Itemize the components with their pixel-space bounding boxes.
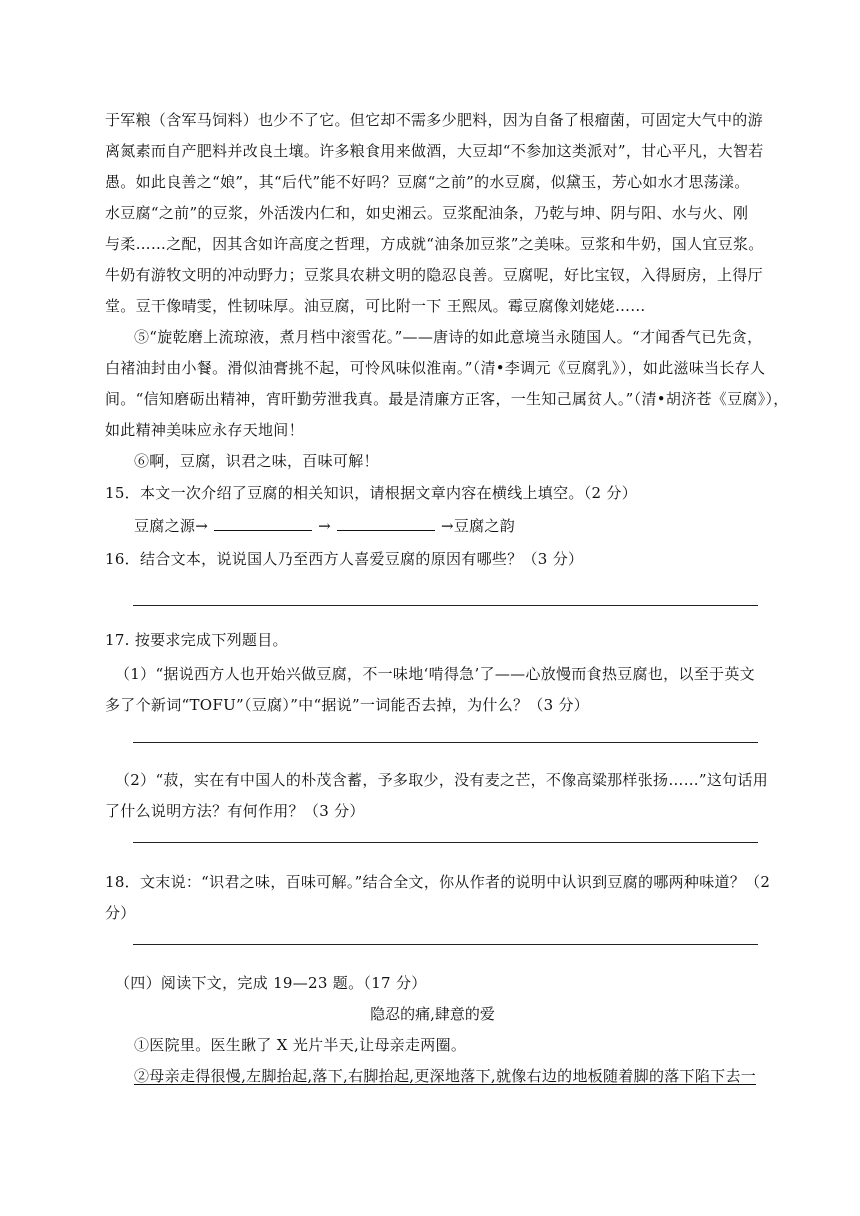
body-text-line: 牛奶有游牧文明的冲动野力；豆浆具农耕文明的隐忍良善。豆腐呢，好比宝钗，入得厨房，上得厅 [105,266,763,284]
paragraph-6: ⑥啊，豆腐，识君之味，百味可解！ [134,452,379,470]
answer-line-17-1[interactable] [133,742,758,743]
article-paragraph-2: ②母亲走得很慢,左脚抬起,落下,右脚抬起,更深地落下,就像右边的地板随着脚的落下陷下去一 [134,1067,757,1085]
paragraph-5-line: 间。“信知磨砺出精神，宵旰勤劳泄我真。最是清廉方正客，一生知己属贫人。”（清•胡济苍《豆腐》）， [105,390,789,408]
q15-arrow: → [318,517,331,535]
question-17-2-line: 了什么说明方法？有何作用？（3 分） [105,802,365,820]
section-4-heading: （四）阅读下文，完成 19—23 题。（17 分） [115,974,427,992]
answer-line-18[interactable] [133,944,758,945]
paragraph-5-line: ⑤“旋乾磨上流琼液，煮月档中滚雪花。”——唐诗的如此意境当永随国人。“才闻香气已先贪， [134,328,763,346]
article-title: 隐忍的痛,肆意的爱 [370,1005,495,1023]
body-text-line: 于军粮（含军马饲料）也少不了它。但它却不需多少肥料，因为自备了根瘤菌，可固定大气中的游 [105,111,763,129]
paragraph-5-line: 白褚油封由小餐。滑似油膏挑不起，可怜风味似淮南。”（清•李调元《豆腐乳》），如此滋味当长存人 [105,359,766,377]
question-15-fill [134,515,789,536]
body-text-line: 水豆腐“之前”的豆浆，外活泼内仁和，如史湘云。豆浆配油条，乃乾与坤、阴与阳、水与火、刚 [105,204,749,222]
question-17-2-line: （2）“菽，实在有中国人的朴茂含蓄，予多取少，没有麦之芒，不像高粱那样张扬……”这句话用 [115,771,769,789]
q15-end-label: →豆腐之韵 [440,517,516,535]
q15-blank-1[interactable] [214,515,312,531]
question-15: 15．本文一次介绍了豆腐的相关知识，请根据文章内容在横线上填空。（2 分） [105,484,638,502]
paragraph-5-line: 如此精神美味应永存天地间！ [105,421,304,439]
body-text-line: 堂。豆干像晴雯，性韧味厚。油豆腐，可比附一下 王熙凤。霉豆腐像刘姥姥…… [105,297,646,315]
question-16: 16．结合文本，说说国人乃至西方人喜爱豆腐的原因有哪些？（3 分） [105,550,584,568]
q15-blank-2[interactable] [337,515,435,531]
body-text-line: 离氮素而自产肥料并改良土壤。许多粮食用来做酒，大豆却“不参加这类派对”，甘心平凡，大智若 [105,142,764,160]
question-17-1-line: 多了个新词“TOFU”（豆腐）”中“据说”一词能否去掉，为什么？（3 分） [105,696,590,714]
answer-line-17-2[interactable] [133,842,758,843]
question-17: 17. 按要求完成下列题目。 [105,631,288,649]
q15-start-label: 豆腐之源→ [134,517,209,535]
article-paragraph-1: ①医院里。医生瞅了 X 光片半天,让母亲走两圈。 [134,1036,467,1054]
question-18-line: 18．文末说：“识君之味，百味可解。”结合全文，你从作者的说明中认识到豆腐的哪两种味道？（2 [105,873,771,891]
body-text-line: 与柔……之配，因其含如许高度之哲理，方成就“油条加豆浆”之美味。豆浆和牛奶，国人宜豆浆。 [105,235,764,253]
question-17-1-line: （1）“据说西方人也开始兴做豆腐，不一味地‘啃得急’了——心放慢而食热豆腐也，以至于英文 [115,665,755,683]
body-text-line: 愚。如此良善之“娘”，其“后代”能不好吗？豆腐“之前”的水豆腐，似黛玉，芳心如水才思荡漾。 [105,173,750,191]
answer-line-16[interactable] [133,605,758,606]
question-18-line: 分） [105,904,136,922]
